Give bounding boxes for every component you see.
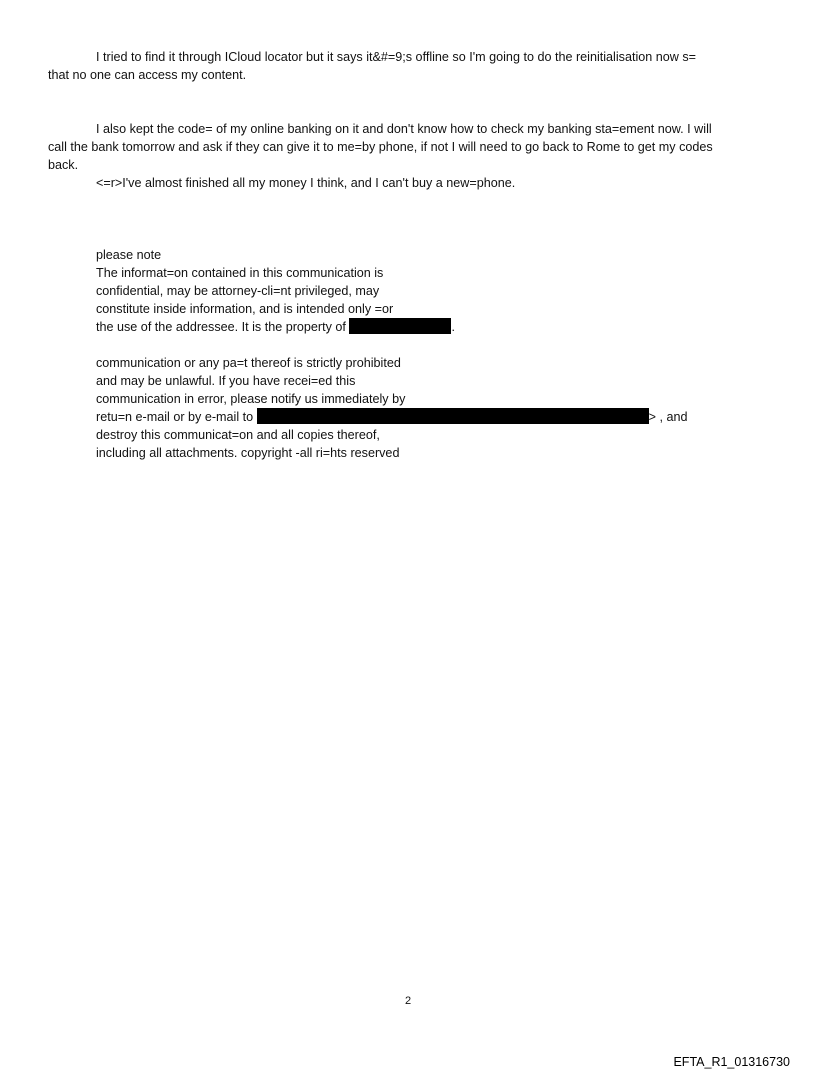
page-number: 2 [404,995,412,1007]
notice-line-7: communication in error, please notify us immediately by [96,392,406,406]
notice-line-8-text: retu=n e-mail or by e-mail to [96,410,254,424]
redaction-block [257,408,649,424]
paragraph-2-line-3: back. [48,158,79,172]
notice-line-2: confidential, may be attorney-cli=nt privileged, may [96,284,380,298]
notice-line-3: constitute inside information, and is intended only =or [96,302,394,316]
notice-heading: please note [96,248,162,262]
notice-line-4 [96,318,455,336]
paragraph-2-line-2: call the bank tomorrow and ask if they can give it to me=by phone, if not I will need to go back to Rome to get my codes [48,140,713,154]
document-id: EFTA_R1_01316730 [673,1055,790,1069]
notice-line-4-text: the use of the addressee. It is the property of [96,320,346,334]
paragraph-1-line-1: I tried to find it through ICloud locator but it says it&#=9;s offline so I'm going to do the reinitialisation now s= [96,50,697,64]
notice-line-8-end: > , and [648,410,688,424]
notice-line-10: including all attachments. copyright -all ri=hts reserved [96,446,400,460]
notice-line-8 [96,408,688,426]
notice-line-4-end: . [451,320,455,334]
paragraph-2-line-4: <=r>I've almost finished all my money I think, and I can't buy a new=phone. [96,176,516,190]
paragraph-1-line-2: that no one can access my content. [48,68,247,82]
notice-line-6: and may be unlawful. If you have recei=ed this [96,374,356,388]
notice-line-9: destroy this communicat=on and all copies thereof, [96,428,380,442]
paragraph-2-line-1: I also kept the code= of my online banking on it and don't know how to check my banking sta=ement now. I will [96,122,712,136]
notice-line-5: communication or any pa=t thereof is strictly prohibited [96,356,401,370]
notice-line-1: The informat=on contained in this communication is [96,266,384,280]
redaction-block [349,318,451,334]
